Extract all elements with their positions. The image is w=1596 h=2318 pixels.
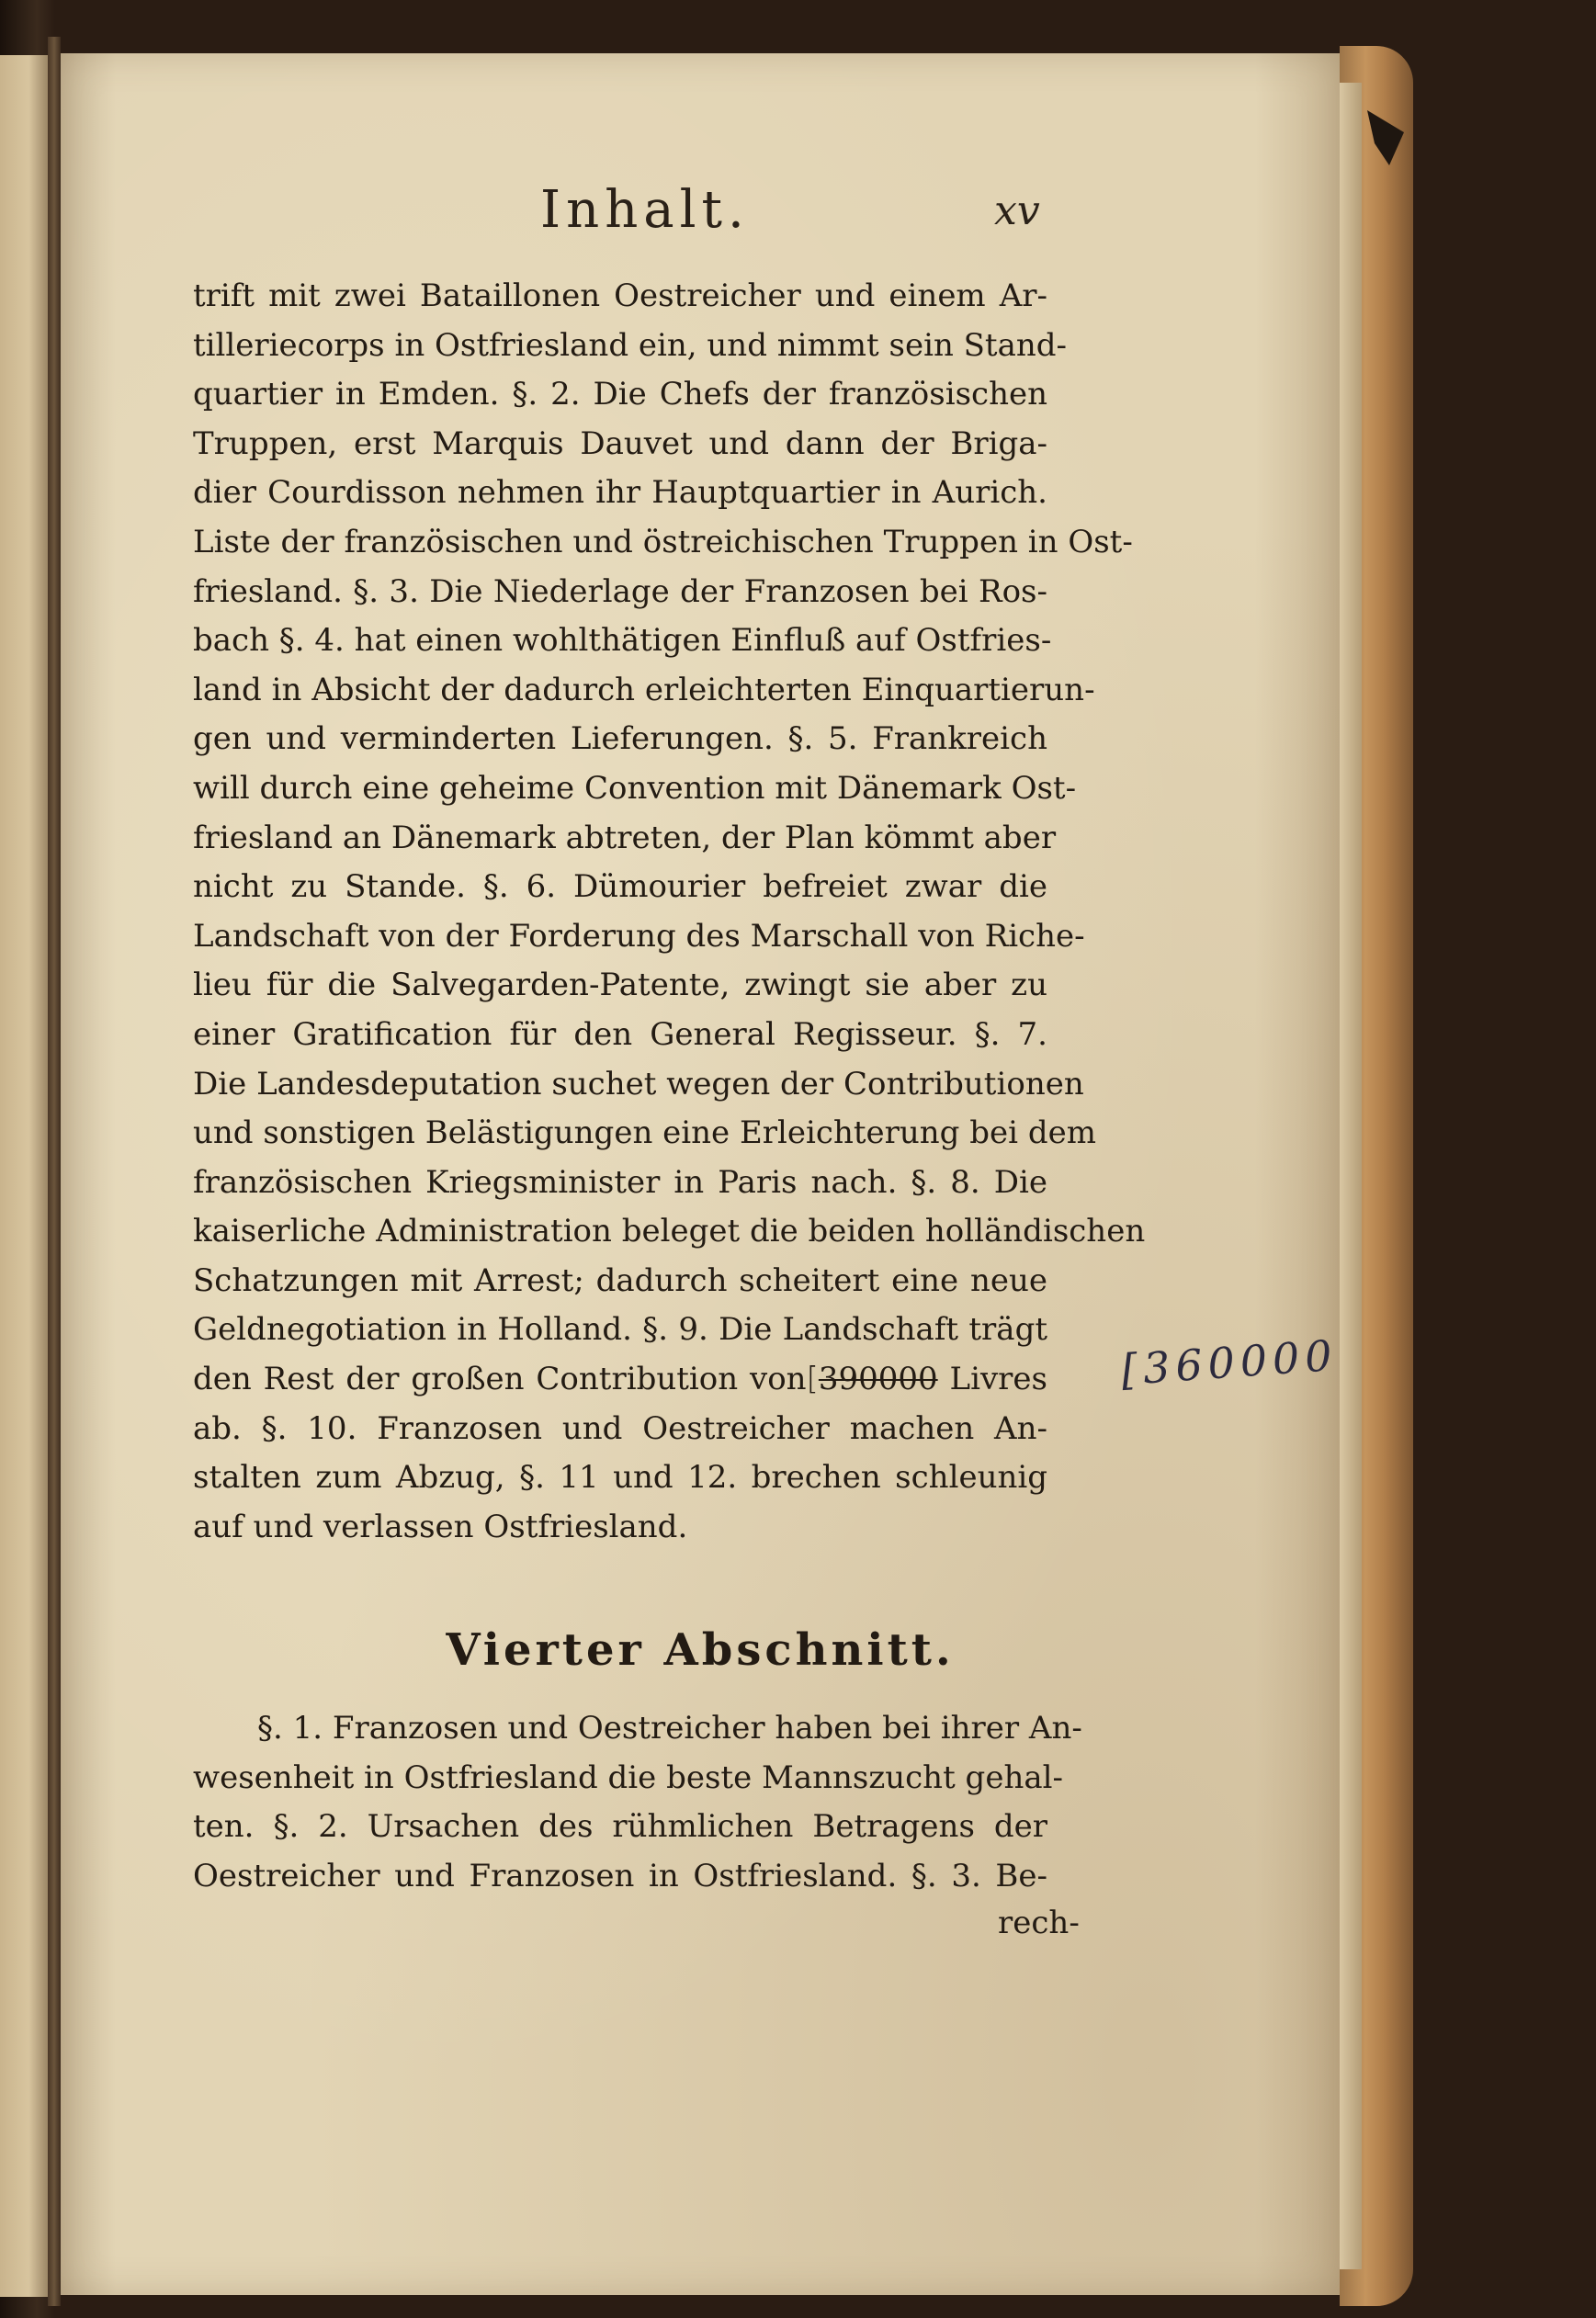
text-line: Die Landesdeputation suchet wegen der Contributionen: [193, 1065, 1084, 1102]
correction-line-after: Livres: [937, 1361, 1047, 1398]
text-line: friesland. §. 3. Die Niederlage der Franzosen bei Ros-: [193, 572, 1047, 610]
text-line: auf und verlassen Ostfriesland.: [193, 1508, 688, 1545]
text-line: ten. §. 2. Ursachen des rühmlichen Betragens der: [193, 1808, 1047, 1846]
text-line: quartier in Emden. §. 2. Die Chefs der französischen: [193, 376, 1047, 413]
text-line-with-correction: [193, 1355, 1047, 1405]
running-head-title: Inhalt.: [540, 180, 750, 240]
text-line: dier Courdisson nehmen ihr Hauptquartier in Aurich.: [193, 474, 1047, 512]
contents-paragraph-2: [193, 1704, 1082, 1901]
text-line: lieu für die Salvegarden-Patente, zwingt sie aber zu: [193, 967, 1047, 1004]
text-line: will durch eine geheime Convention mit Dänemark Ost-: [193, 769, 1077, 807]
text-line: bach §. 4. hat einen wohlthätigen Einfluß auf Ostfries-: [193, 622, 1052, 660]
book-edge-lining: [1340, 83, 1362, 2269]
book-gutter: [48, 37, 61, 2306]
text-line: Geldnegotiation in Holland. §. 9. Die Landschaft trägt: [193, 1311, 1047, 1349]
text-line: nicht zu Stande. §. 6. Dümourier befreiet zwar die: [193, 868, 1047, 906]
text-line: Oestreicher und Franzosen in Ostfriesland. §. 3. Be-: [193, 1857, 1047, 1894]
handwritten-bracket: [: [806, 1361, 819, 1398]
text-line: stalten zum Abzug, §. 11 und 12. brechen schleunig: [193, 1459, 1047, 1497]
text-line: gen und verminderten Lieferungen. §. 5. Frankreich: [193, 720, 1047, 758]
text-line: Liste der französischen und östreichischen Truppen in Ost-: [193, 523, 1133, 560]
text-line: Schatzungen mit Arrest; dadurch scheitert eine neue: [193, 1261, 1047, 1299]
handwritten-marginal-note: [360000: [1119, 1329, 1340, 1396]
text-line: tilleriecorps in Ostfriesland ein, und nimmt sein Stand-: [193, 326, 1068, 364]
text-line: wesenheit in Ostfriesland die beste Mannszucht gehal-: [193, 1758, 1063, 1796]
text-line: §. 1. Franzosen und Oestreicher haben bei ihrer An-: [257, 1710, 1082, 1747]
text-line: land in Absicht der dadurch erleichterten Einquartierun-: [193, 671, 1095, 708]
text-line: und sonstigen Belästigungen eine Erleichterung bei dem: [193, 1114, 1096, 1152]
book-edge: [1340, 46, 1413, 2306]
text-line: einer Gratification für den General Regisseur. §. 7.: [193, 1015, 1047, 1053]
text-line: französischen Kriegsminister in Paris nach. §. 8. Die: [193, 1163, 1047, 1201]
text-line: ab. §. 10. Franzosen und Oestreicher machen An-: [193, 1409, 1047, 1447]
text-line: Landschaft von der Forderung des Marschall von Riche-: [193, 917, 1085, 955]
section-heading: Vierter Abschnitt.: [446, 1624, 955, 1676]
text-line: Truppen, erst Marquis Dauvet und dann der Briga-: [193, 424, 1047, 462]
contents-paragraph-1: [193, 272, 1146, 1552]
text-line: friesland an Dänemark abtreten, der Plan kömmt aber: [193, 819, 1057, 856]
running-head: [0, 180, 1596, 254]
struck-amount: 390000: [818, 1361, 938, 1398]
correction-line-before: den Rest der großen Contribution von: [193, 1361, 807, 1398]
left-page-edge: [0, 55, 48, 2297]
catchword: rech-: [998, 1905, 1080, 1941]
page-number: xv: [994, 187, 1040, 234]
text-line: trift mit zwei Bataillonen Oestreicher und einem Ar-: [193, 277, 1047, 314]
text-line: kaiserliche Administration beleget die beiden holländischen: [193, 1213, 1146, 1250]
